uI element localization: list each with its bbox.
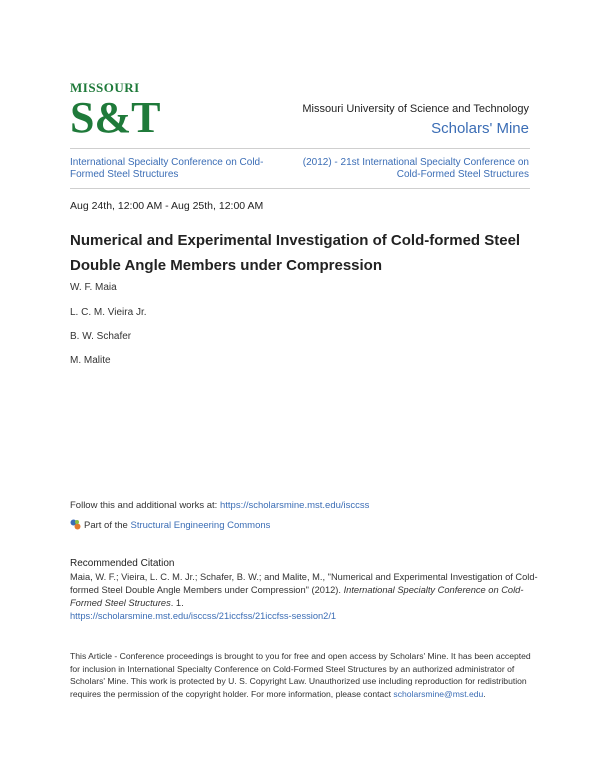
author-name: L. C. M. Vieira Jr. (70, 307, 147, 318)
follow-url-link[interactable]: https://scholarsmine.mst.edu/isccss (219, 500, 370, 511)
follow-line (70, 500, 369, 511)
collection-link-right[interactable]: (2012) - 21st International Specialty Conference on Cold-Formed Steel Structures (302, 157, 529, 180)
logo-missouri-text: MISSOURI (70, 80, 140, 95)
divider-top (70, 148, 530, 149)
author-name: W. F. Maia (70, 282, 117, 293)
network-logo-icon (70, 519, 81, 533)
logo-st (70, 92, 161, 145)
citation-url-link[interactable]: https://scholarsmine.mst.edu/isccss/21iccfss/21iccfss-session2/1 (70, 611, 337, 621)
paper-title: Numerical and Experimental Investigation of Cold-formed Steel Double Angle Members under Compression (70, 232, 521, 274)
repository-name[interactable]: Scholars' Mine (431, 120, 529, 137)
access-notice (70, 650, 540, 700)
author-name: M. Malite (70, 355, 111, 366)
commons-link[interactable]: Structural Engineering Commons (130, 520, 271, 531)
svg-text:S&T: S&T (70, 93, 161, 142)
notice-end: . (483, 688, 486, 699)
citation-body (70, 571, 540, 623)
contact-email-link[interactable]: scholarsmine@mst.edu (393, 688, 484, 699)
part-of-prefix: Part of the (84, 520, 131, 531)
part-of-line (70, 519, 270, 533)
citation-suffix: . 1. (170, 598, 184, 608)
citation-venue: International Specialty Conference on Cold-Formed Steel Structures (70, 585, 524, 608)
divider-middle (70, 188, 530, 189)
author-name: B. W. Schafer (70, 331, 132, 342)
institution-name: Missouri University of Science and Technology (302, 103, 529, 115)
event-date: Aug 24th, 12:00 AM - Aug 25th, 12:00 AM (70, 200, 264, 212)
collection-link-left[interactable]: International Specialty Conference on Cold-Formed Steel Structures (70, 157, 264, 180)
citation-heading: Recommended Citation (70, 558, 175, 569)
follow-prefix: Follow this and additional works at: (70, 500, 220, 511)
st-logo-icon (70, 92, 161, 142)
notice-text: This Article - Conference proceedings is brought to you for free and open access by Scholars' Mine. It has been accepted for inclusion in International Specialty Conference on Cold-Formed Steel Structures by an authorized administrator of Scholars' Mine. This work is protected by U. S. Copyright Law. Unauthorized use including reproduction for redistribution requires the permission of the copyright holder. For more information, please contact (70, 651, 531, 699)
citation-text: Maia, W. F.; Vieira, L. C. M. Jr.; Schafer, B. W.; and Malite, M., "Numerical and Experimental Investigation of Cold-formed Steel Double Angle Members under Compression" (2012). (70, 572, 538, 595)
